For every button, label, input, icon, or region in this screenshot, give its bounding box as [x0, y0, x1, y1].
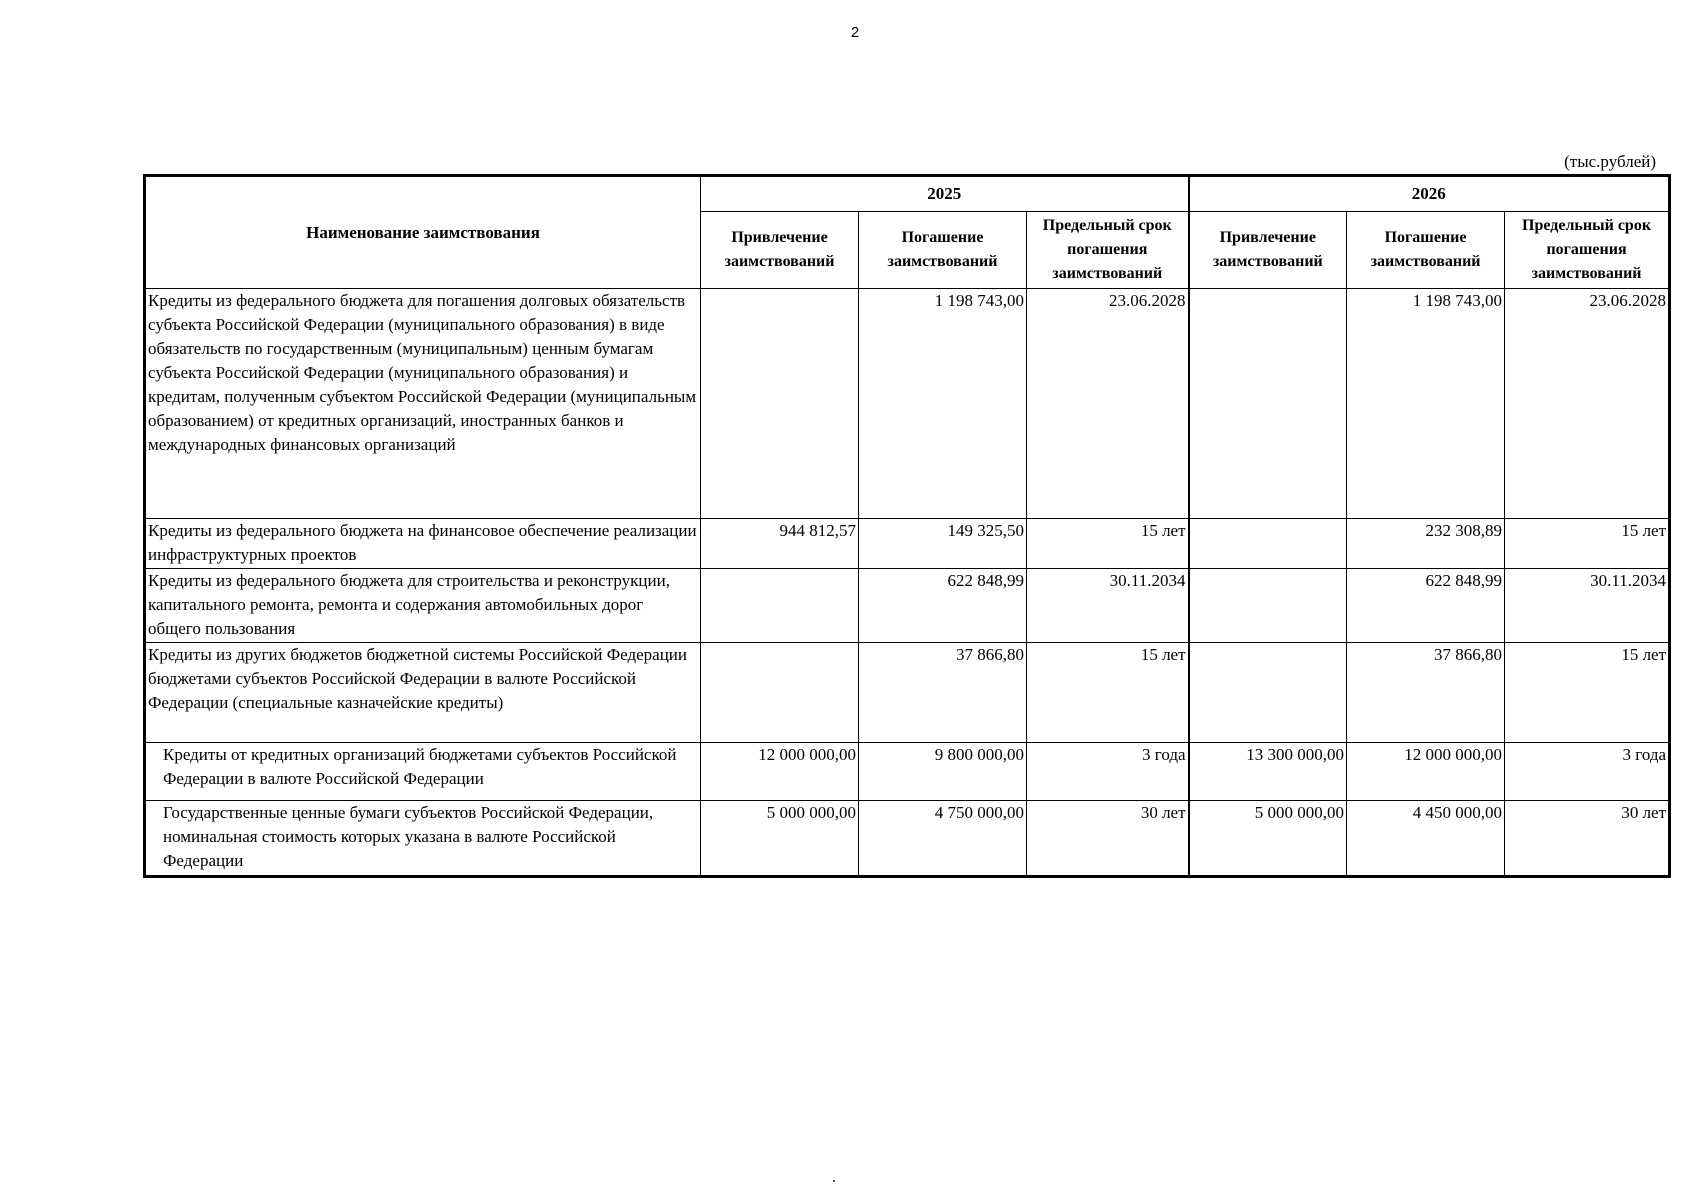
- repayment-2025-cell: 149 325,50: [859, 519, 1027, 569]
- repayment-2026-cell: 37 866,80: [1347, 643, 1505, 743]
- attraction-2025-cell: [701, 569, 859, 643]
- repayment-2025-header: Погашение заимствований: [859, 212, 1027, 289]
- repayment-2025-cell: 37 866,80: [859, 643, 1027, 743]
- row-name: Кредиты из федерального бюджета для строительства и реконструкции, капитального ремонта, ремонта и содержания автомобильных дорог общего пользования: [145, 569, 701, 643]
- term-2026-cell: 30 лет: [1505, 801, 1670, 877]
- attraction-2026-cell: 13 300 000,00: [1189, 743, 1347, 801]
- year-header-2025: 2025: [701, 176, 1189, 212]
- attraction-2025-cell: 944 812,57: [701, 519, 859, 569]
- row-name: Кредиты из федерального бюджета для погашения долговых обязательств субъекта Российской Федерации (муниципального образования) в виде обязательств по государственным (муниципальным) ценным бумагам субъекта Российской Федерации (муниципального образования) и кредитам, полученным субъектом Российской Федерации (муниципальным образованием) от кредитных организаций, иностранных банков и международных финансовых организаций: [145, 289, 701, 519]
- row-name: Кредиты от кредитных организаций бюджетами субъектов Российской Федерации в валюте Российской Федерации: [145, 743, 701, 801]
- row-name: Государственные ценные бумаги субъектов Российской Федерации, номинальная стоимость которых указана в валюте Российской Федерации: [145, 801, 701, 877]
- repayment-2025-cell: 622 848,99: [859, 569, 1027, 643]
- term-2025-cell: 15 лет: [1027, 519, 1189, 569]
- table-row: [145, 289, 1670, 519]
- table-row: [145, 519, 1670, 569]
- table-row: [145, 569, 1670, 643]
- term-2025-cell: 30 лет: [1027, 801, 1189, 877]
- name-column-header: Наименование заимствования: [145, 176, 701, 289]
- term-2025-cell: 3 года: [1027, 743, 1189, 801]
- table-row: [145, 643, 1670, 743]
- scan-speck: [833, 1180, 835, 1182]
- attraction-2026-cell: [1189, 643, 1347, 743]
- term-2025-cell: 30.11.2034: [1027, 569, 1189, 643]
- term-2026-cell: 30.11.2034: [1505, 569, 1670, 643]
- repayment-2026-cell: 4 450 000,00: [1347, 801, 1505, 877]
- term-2026-cell: 15 лет: [1505, 643, 1670, 743]
- repayment-2026-cell: 1 198 743,00: [1347, 289, 1505, 519]
- attraction-2026-cell: [1189, 569, 1347, 643]
- repayment-2025-cell: 4 750 000,00: [859, 801, 1027, 877]
- term-2026-cell: 15 лет: [1505, 519, 1670, 569]
- page-number: 2: [850, 24, 860, 41]
- attraction-2025-cell: 12 000 000,00: [701, 743, 859, 801]
- term-2026-cell: 3 года: [1505, 743, 1670, 801]
- repayment-2026-cell: 622 848,99: [1347, 569, 1505, 643]
- attraction-2025-header: Привлечение заимствований: [701, 212, 859, 289]
- attraction-2025-cell: [701, 643, 859, 743]
- term-2026-cell: 23.06.2028: [1505, 289, 1670, 519]
- term-2025-cell: 15 лет: [1027, 643, 1189, 743]
- attraction-2025-cell: 5 000 000,00: [701, 801, 859, 877]
- repayment-2025-cell: 1 198 743,00: [859, 289, 1027, 519]
- attraction-2026-cell: 5 000 000,00: [1189, 801, 1347, 877]
- attraction-2026-cell: [1189, 519, 1347, 569]
- row-name: Кредиты из других бюджетов бюджетной системы Российской Федерации бюджетами субъектов Российской Федерации в валюте Российской Федерации (специальные казначейские кредиты): [145, 643, 701, 743]
- table-row: [145, 743, 1670, 801]
- attraction-2026-header: Привлечение заимствований: [1189, 212, 1347, 289]
- term-2025-header: Предельный срок погашения заимствований: [1027, 212, 1189, 289]
- row-name: Кредиты из федерального бюджета на финансовое обеспечение реализации инфраструктурных проектов: [145, 519, 701, 569]
- repayment-2025-cell: 9 800 000,00: [859, 743, 1027, 801]
- attraction-2026-cell: [1189, 289, 1347, 519]
- repayment-2026-header: Погашение заимствований: [1347, 212, 1505, 289]
- units-label: (тыс.рублей): [1564, 152, 1656, 171]
- year-header-2026: 2026: [1189, 176, 1670, 212]
- header-row-years: [145, 176, 1670, 212]
- term-2026-header: Предельный срок погашения заимствований: [1505, 212, 1670, 289]
- repayment-2026-cell: 232 308,89: [1347, 519, 1505, 569]
- attraction-2025-cell: [701, 289, 859, 519]
- repayment-2026-cell: 12 000 000,00: [1347, 743, 1505, 801]
- borrowings-table: [143, 174, 1671, 878]
- term-2025-cell: 23.06.2028: [1027, 289, 1189, 519]
- table-row: [145, 801, 1670, 877]
